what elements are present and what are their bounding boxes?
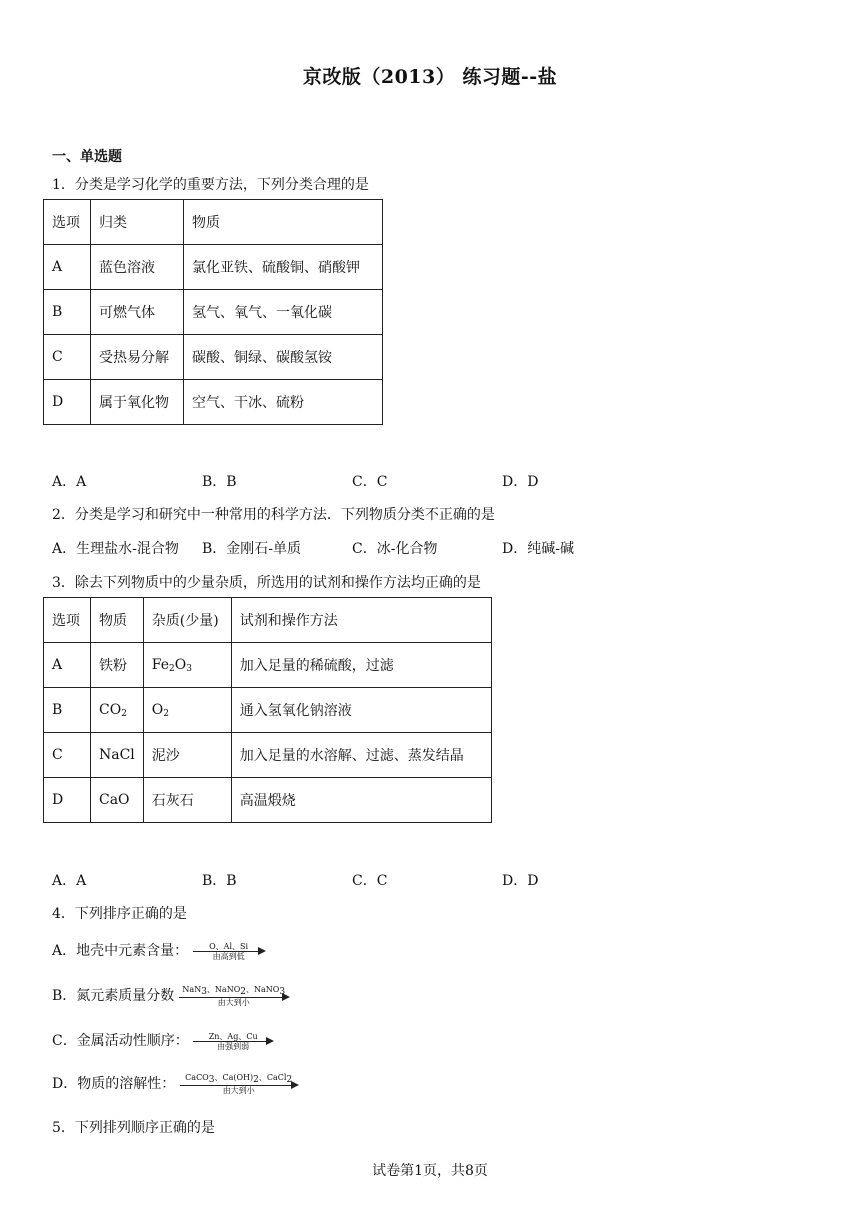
option-c[interactable]: C．冰-化合物 <box>352 541 438 557</box>
table-cell: 泥沙 <box>143 733 231 778</box>
arrow-icon <box>180 1073 298 1095</box>
question-5-stem: 5．下列排列顺序正确的是 <box>52 1120 215 1136</box>
option-a[interactable]: A．A <box>52 474 87 490</box>
option-label: A．地壳中元素含量： <box>52 943 189 959</box>
arrow-bottom-text: 由大到小 <box>222 1086 255 1095</box>
option-d[interactable]: D．D <box>502 474 539 490</box>
arrow-bottom-text: 由大到小 <box>217 998 250 1007</box>
option-b[interactable]: B．B <box>202 474 237 490</box>
arrow-top-text: NaN$_3$、NaNO$_2$、NaNO$_3$ <box>182 985 286 997</box>
table-cell: 碳酸、铜绿、碳酸氢铵 <box>184 335 383 380</box>
question-3-table <box>43 597 492 823</box>
arrow-icon <box>193 942 265 961</box>
option-c[interactable]: C．C <box>352 474 388 490</box>
option-c[interactable]: C．C <box>352 873 388 889</box>
table-cell: $CO_2$ <box>91 688 144 733</box>
table-cell: B <box>44 290 91 335</box>
table-row <box>44 380 383 425</box>
arrow-top-text: Zn、Ag、Cu <box>208 1031 258 1041</box>
table-cell: 石灰石 <box>143 778 231 823</box>
table-row <box>44 245 383 290</box>
question-4-stem: 4．下列排序正确的是 <box>52 906 187 922</box>
table-cell: D <box>44 778 91 823</box>
option-b[interactable]: B．B <box>202 873 237 889</box>
table-cell: 空气、干冰、硫粉 <box>184 380 383 425</box>
option-a[interactable] <box>52 940 265 961</box>
table-header-cell: 归类 <box>91 200 184 245</box>
table-header-cell: 物质 <box>184 200 383 245</box>
arrow-top-text: CaCO$_3$、$Ca(OH)_2$、CaCl$_2$ <box>185 1073 293 1085</box>
table-cell: C <box>44 335 91 380</box>
table-header-cell: 物质 <box>91 598 144 643</box>
table-cell: 通入氢氧化钠溶液 <box>231 688 491 733</box>
page-title: 京改版（2013） 练习题--盐 <box>302 66 558 88</box>
table-row <box>44 290 383 335</box>
arrow-icon <box>193 1032 273 1051</box>
question-1-stem: 1．分类是学习化学的重要方法，下列分类合理的是 <box>52 177 369 193</box>
table-cell: $Fe_2O_3$ <box>143 643 231 688</box>
arrow-top-text: O、Al、Si <box>209 941 249 951</box>
option-d[interactable] <box>52 1073 298 1095</box>
table-header-row <box>44 598 492 643</box>
arrow-bottom-text: 由强到弱 <box>217 1041 250 1051</box>
table-cell: D <box>44 380 91 425</box>
table-header-cell: 杂质(少量) <box>143 598 231 643</box>
table-cell: CaO <box>91 778 144 823</box>
table-cell: 受热易分解 <box>91 335 184 380</box>
page-footer: 试卷第1页，共8页 <box>372 1163 488 1179</box>
table-row <box>44 733 492 778</box>
table-row <box>44 778 492 823</box>
table-cell: 可燃气体 <box>91 290 184 335</box>
table-row <box>44 688 492 733</box>
question-1-table <box>43 199 383 425</box>
arrow-icon <box>179 985 289 1007</box>
section-heading: 一、单选题 <box>52 149 122 165</box>
table-row <box>44 643 492 688</box>
option-d[interactable]: D．纯碱-碱 <box>502 541 574 557</box>
table-cell: A <box>44 643 91 688</box>
table-cell: B <box>44 688 91 733</box>
table-cell: 氢气、氧气、一氧化碳 <box>184 290 383 335</box>
table-cell: 蓝色溶液 <box>91 245 184 290</box>
table-cell: C <box>44 733 91 778</box>
table-header-cell: 选项 <box>44 598 91 643</box>
option-a[interactable]: A．生理盐水-混合物 <box>52 541 179 557</box>
option-c[interactable] <box>52 1030 273 1051</box>
table-header-cell: 选项 <box>44 200 91 245</box>
option-d[interactable]: D．D <box>502 873 539 889</box>
option-label: B．氮元素质量分数 <box>52 988 175 1004</box>
table-header-cell: 试剂和操作方法 <box>231 598 491 643</box>
table-cell: 属于氧化物 <box>91 380 184 425</box>
table-cell: 高温煅烧 <box>231 778 491 823</box>
table-cell: 铁粉 <box>91 643 144 688</box>
question-3-stem: 3．除去下列物质中的少量杂质，所选用的试剂和操作方法均正确的是 <box>52 575 481 591</box>
question-2-stem: 2．分类是学习和研究中一种常用的科学方法．下列物质分类不正确的是 <box>52 507 495 523</box>
option-b[interactable]: B．金刚石-单质 <box>202 541 302 557</box>
table-cell: NaCl <box>91 733 144 778</box>
table-cell: 氯化亚铁、硫酸铜、硝酸钾 <box>184 245 383 290</box>
option-b[interactable] <box>52 985 289 1007</box>
table-header-row <box>44 200 383 245</box>
table-cell: A <box>44 245 91 290</box>
option-label: C．金属活动性顺序： <box>52 1033 189 1049</box>
table-cell: 加入足量的稀硫酸，过滤 <box>231 643 491 688</box>
table-cell: $O_2$ <box>143 688 231 733</box>
arrow-bottom-text: 由高到低 <box>212 951 245 961</box>
option-label: D．物质的溶解性： <box>52 1076 176 1092</box>
table-cell: 加入足量的水溶解、过滤、蒸发结晶 <box>231 733 491 778</box>
option-a[interactable]: A．A <box>52 873 87 889</box>
table-row <box>44 335 383 380</box>
